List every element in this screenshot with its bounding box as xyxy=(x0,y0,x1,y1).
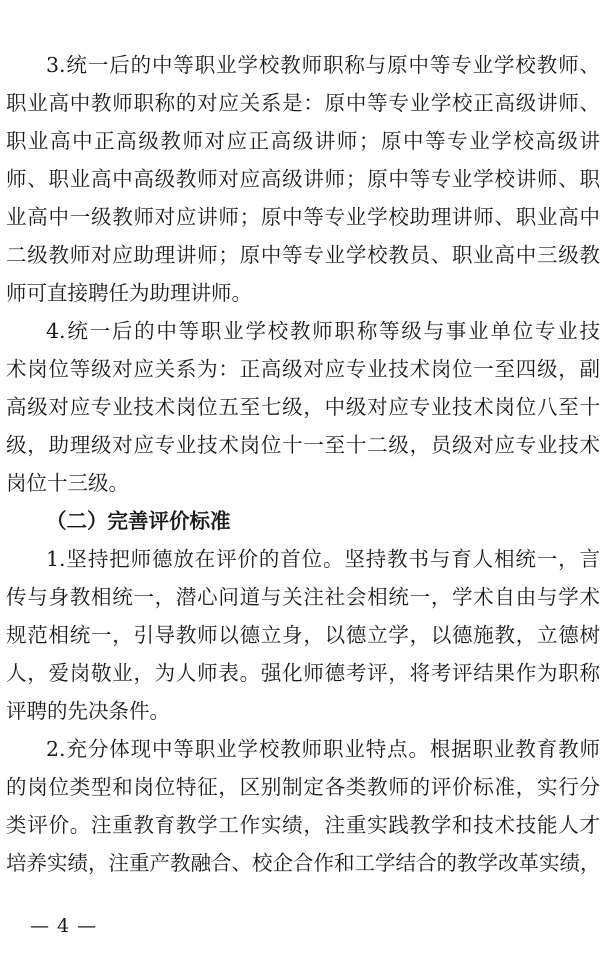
para-4-line-3: 高级对应专业技术岗位五至七级，中级对应专业技术岗位八至十 xyxy=(6,395,600,419)
para-3-line-6: 二级教师对应助理讲师；原中等专业学校教员、职业高中三级教 xyxy=(6,243,600,267)
para-1-line-5: 评聘的先决条件。 xyxy=(6,699,170,723)
para-4-line-2: 术岗位等级对应关系为：正高级对应专业技术岗位一至四级，副 xyxy=(6,357,600,381)
para-3-line-4: 师、职业高中高级教师对应高级讲师；原中等专业学校讲师、职 xyxy=(6,167,600,191)
page-number: — 4 — xyxy=(30,915,98,937)
para-3-line-1: 3.统一后的中等职业学校教师职称与原中等专业学校教师、 xyxy=(46,53,600,77)
para-4-line-1: 4.统一后的中等职业学校教师职称等级与事业单位专业技 xyxy=(46,319,600,343)
para-4-line-4: 级，助理级对应专业技术岗位十一至十二级，员级对应专业技术 xyxy=(6,433,600,457)
para-1-line-1: 1.坚持把师德放在评价的首位。坚持教书与育人相统一，言 xyxy=(46,547,600,571)
para-1-line-4: 人，爱岗敬业，为人师表。强化师德考评，将考评结果作为职称 xyxy=(6,661,600,685)
para-2-line-2: 的岗位类型和岗位特征，区别制定各类教师的评价标准，实行分 xyxy=(6,775,600,799)
para-3-line-3: 职业高中正高级教师对应正高级讲师；原中等专业学校高级讲 xyxy=(6,129,600,153)
para-3-line-7: 师可直接聘任为助理讲师。 xyxy=(6,281,252,305)
para-3-line-2: 职业高中教师职称的对应关系是：原中等专业学校正高级讲师、 xyxy=(6,91,600,115)
para-4-line-5: 岗位十三级。 xyxy=(6,471,129,495)
para-1-line-3: 规范相统一，引导教师以德立身，以德立学，以德施教，立德树 xyxy=(6,623,600,647)
para-3-line-5: 业高中一级教师对应讲师；原中等专业学校助理讲师、职业高中 xyxy=(6,205,600,229)
para-2-line-1: 2.充分体现中等职业学校教师职业特点。根据职业教育教师 xyxy=(46,737,600,761)
para-1-line-2: 传与身教相统一，潜心问道与关注社会相统一，学术自由与学术 xyxy=(6,585,600,609)
para-2-line-4: 培养实绩，注重产教融合、校企合作和工学结合的教学改革实绩， xyxy=(6,851,600,875)
section-heading: （二）完善评价标准 xyxy=(46,509,231,533)
para-2-line-3: 类评价。注重教育教学工作实绩，注重实践教学和技术技能人才 xyxy=(6,813,600,837)
